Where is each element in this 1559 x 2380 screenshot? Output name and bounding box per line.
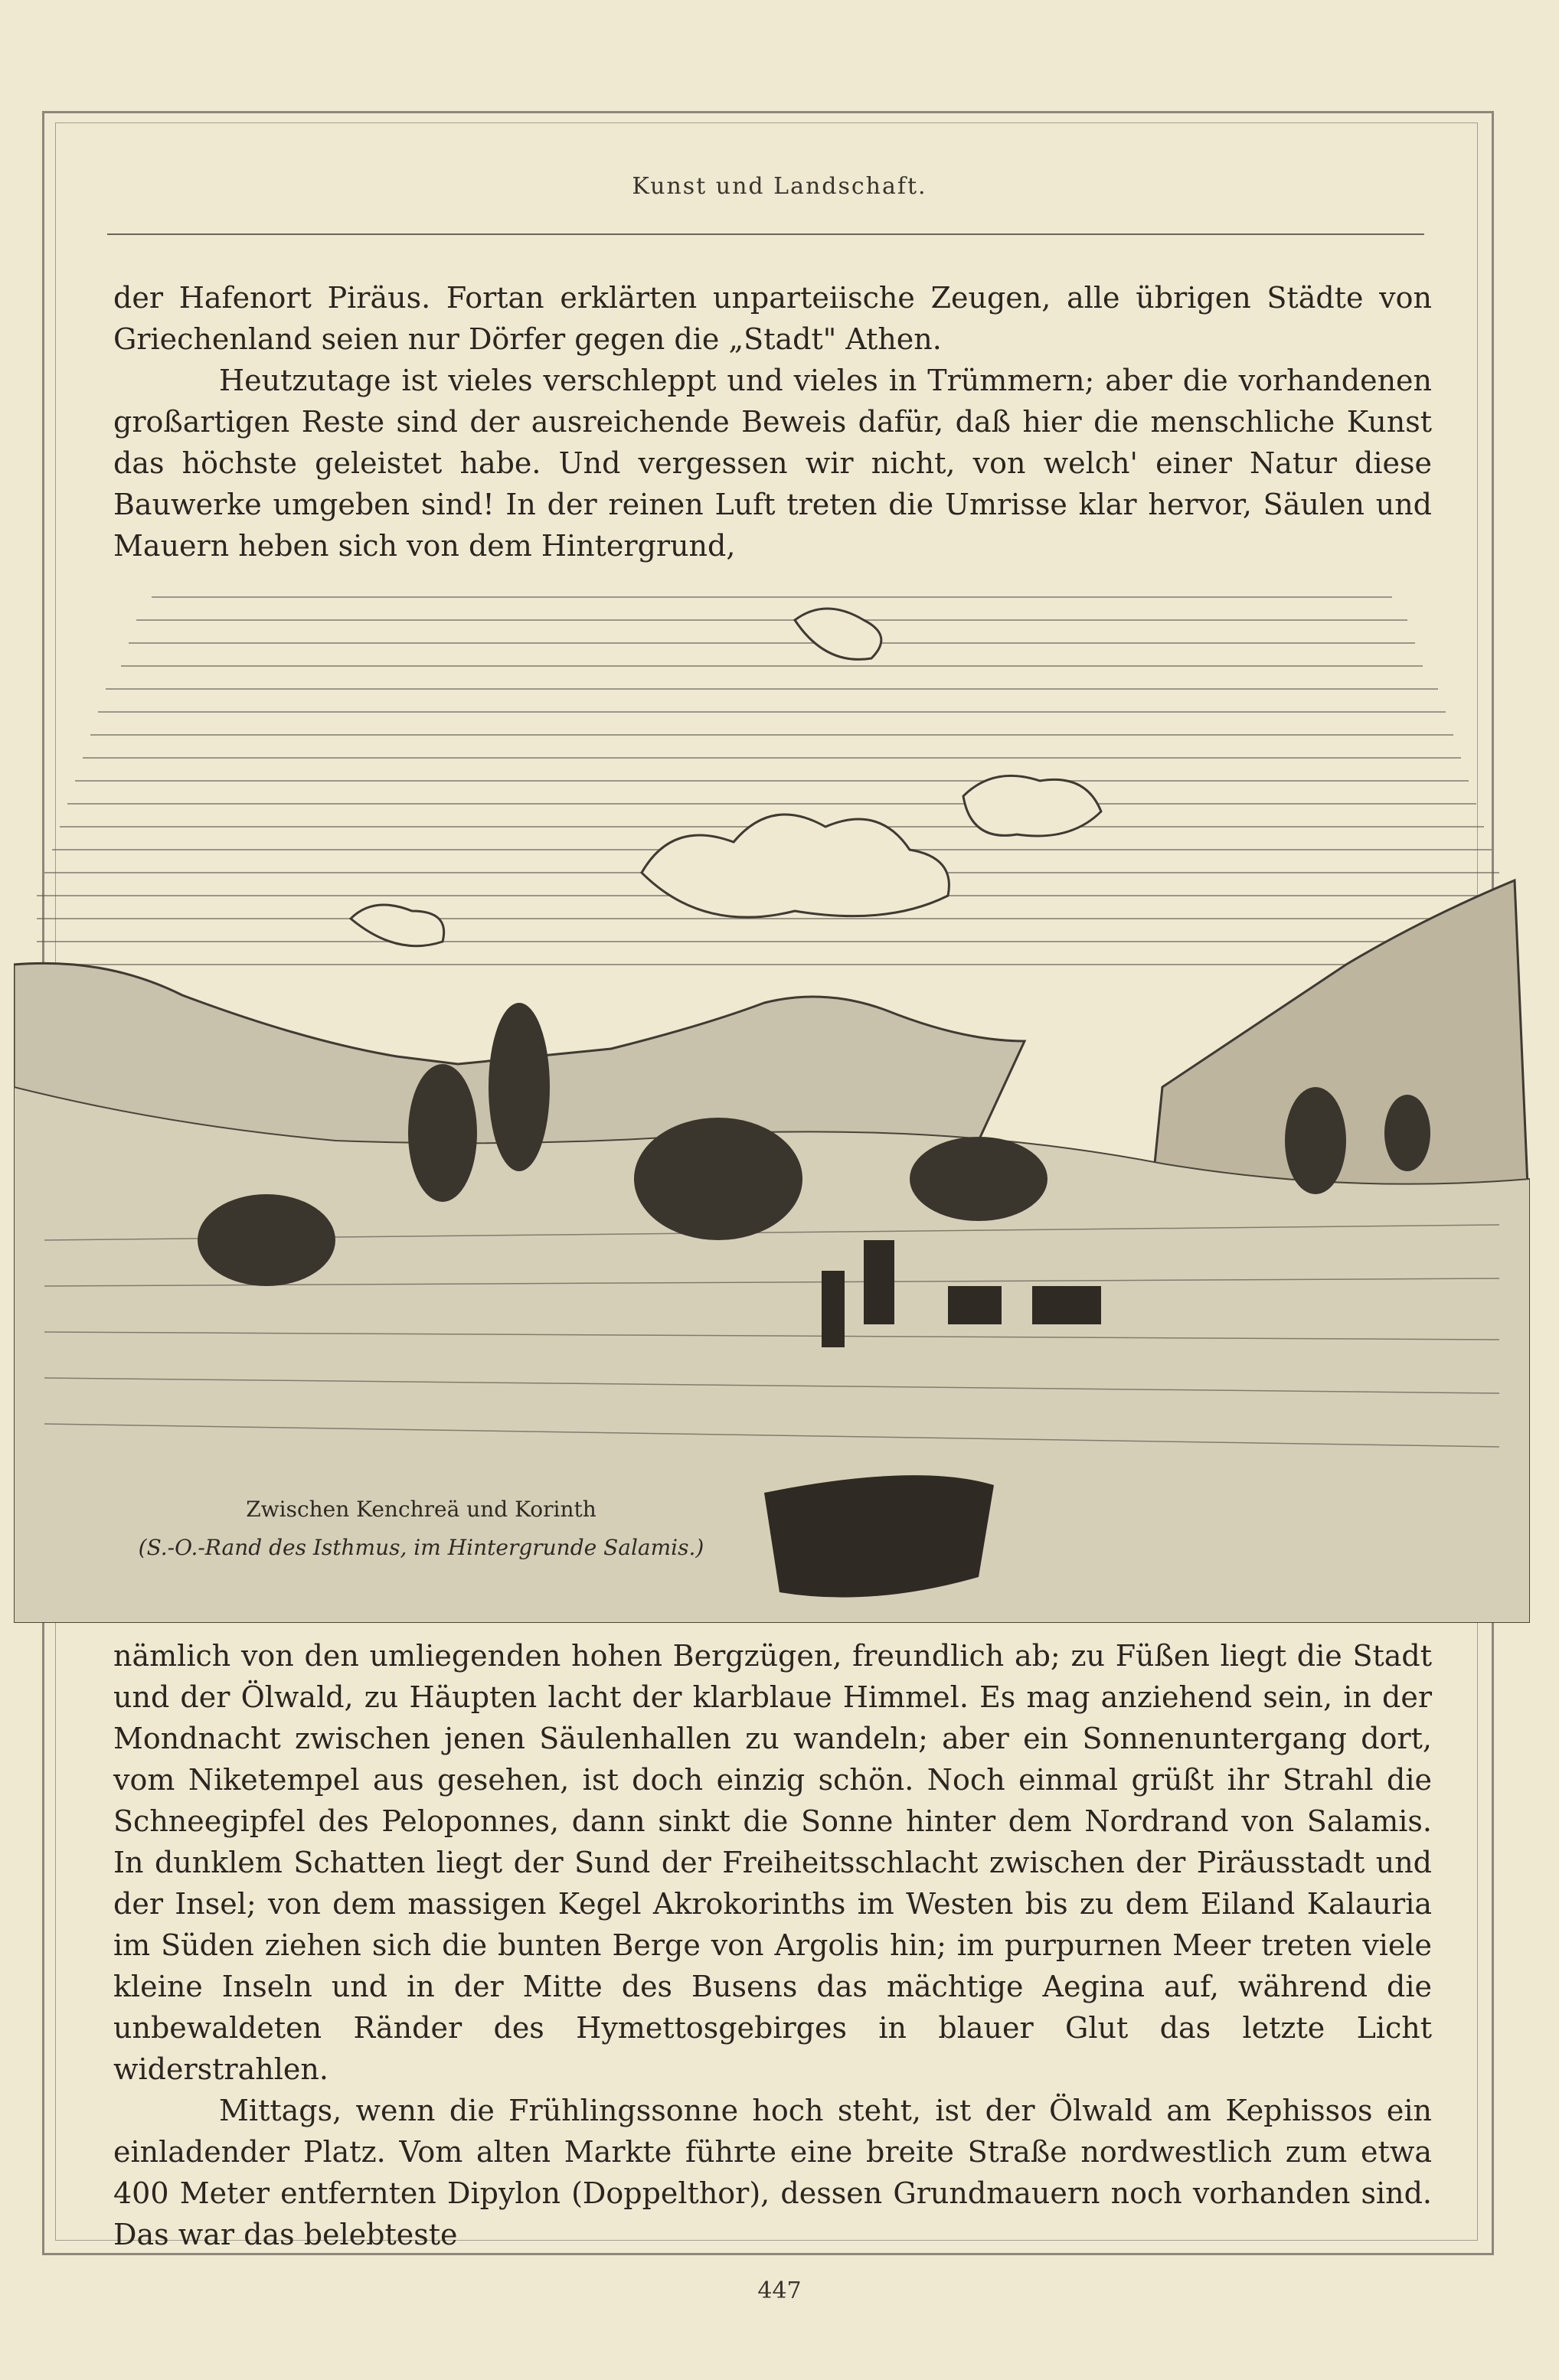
paragraph: der Hafenort Piräus. Fortan erklärten unparteiische Zeugen, alle übrigen Städte von Griechenland seien nur Dörfer gegen die „Stadt" Athen. bbox=[113, 281, 1432, 356]
text-block-bottom bbox=[113, 1635, 1432, 2255]
figure-caption-subtitle: (S.-O.-Rand des Isthmus, im Hintergrunde Salamis.) bbox=[138, 1535, 704, 1560]
paragraph: Heutzutage ist vieles verschleppt und vieles in Trümmern; aber die vorhandenen großartigen Reste sind der ausreichende Beweis dafür, daß hier die menschliche Kunst das höchste geleistet habe. Und vergessen wir nicht, von welch' einer Natur diese Bauwerke umgeben sind! In der reinen Luft treten die Umrisse klar hervor, Säulen und Mauern heben sich von dem Hintergrund, bbox=[113, 364, 1432, 563]
text-block-top bbox=[113, 277, 1432, 566]
landscape-illustration bbox=[14, 551, 1530, 1623]
header-rule bbox=[107, 233, 1424, 235]
figure-caption-title: Zwischen Kenchreä und Korinth bbox=[246, 1497, 596, 1522]
paragraph: nämlich von den umliegenden hohen Bergzügen, freundlich ab; zu Füßen liegt die Stadt und der Ölwald, zu Häupten lacht der klarblaue Himmel. Es mag anziehend sein, in der Mondnacht zwischen jenen Säulenhallen zu wandeln; aber ein Sonnenuntergang dort, vom Niketempel aus gesehen, ist doch einzig schön. Noch einmal grüßt ihr Strahl die Schneegipfel des Peloponnes, dann sinkt die Sonne hinter dem Nordrand von Salamis. In dunklem Schatten liegt der Sund der Freiheitsschlacht zwischen der Piräusstadt und der Insel; von dem massigen Kegel Akrokorinths im Westen bis zu dem Eiland Kalauria im Süden ziehen sich die bunten Berge von Argolis hin; im purpurnen Meer treten viele kleine Inseln und in der Mitte des Busens das mächtige Aegina auf, während die unbewaldeten Ränder des Hymettosgebirges in blauer Glut das letzte Licht widerstrahlen. bbox=[113, 1639, 1432, 2086]
running-head: Kunst und Landschaft. bbox=[632, 173, 927, 200]
page-number: 447 bbox=[757, 2277, 802, 2304]
paragraph: Mittags, wenn die Frühlingssonne hoch steht, ist der Ölwald am Kephissos ein einladender Platz. Vom alten Markte führte eine breite Straße nordwestlich zum etwa 400 Meter entfernten Dipylon (Doppelthor), dessen Grundmauern noch vorhanden sind. Das war das belebteste bbox=[113, 2094, 1432, 2251]
